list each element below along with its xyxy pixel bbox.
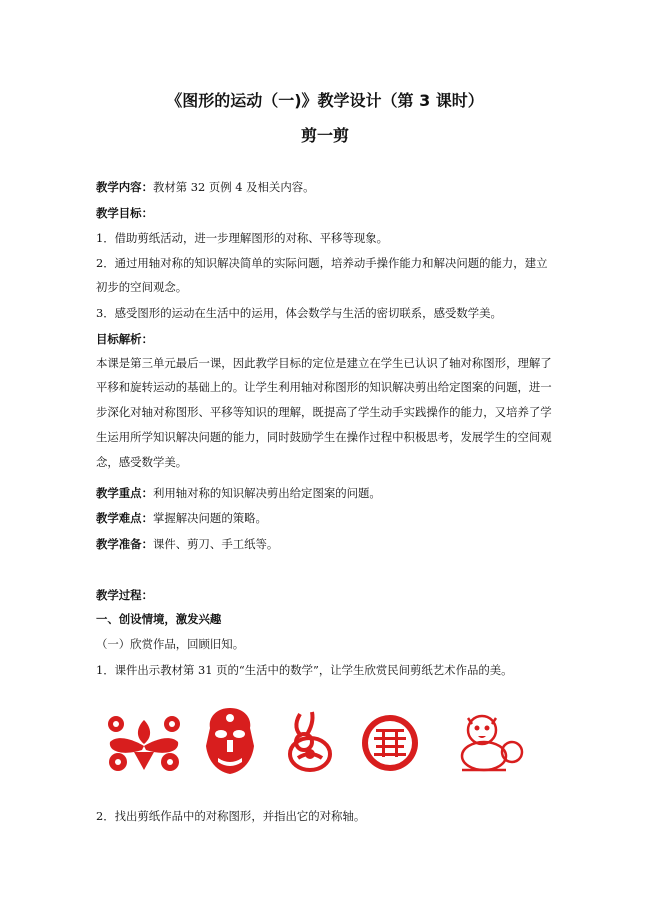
document-title: 《图形的运动（一)》教学设计（第 3 课时）: [166, 91, 484, 110]
rabbit-papercut: [284, 710, 336, 774]
content-line: [96, 179, 566, 195]
goals-label: 教学目标：: [96, 206, 153, 220]
analysis-line: 本课是第三单元最后一课，因此教学目标的定位是建立在学生已认识了轴对称图形，理解了: [96, 356, 552, 370]
process-label: 教学过程：: [96, 588, 153, 602]
analysis-line: 步深化对轴对称图形、平移等知识的理解，既提高了学生动手实践操作的能力，又培养了学: [96, 405, 552, 419]
preparation-line: [96, 536, 566, 552]
opera-mask-papercut: [202, 706, 258, 776]
key-point-line: [96, 485, 566, 501]
key-point-label: 教学重点：: [96, 486, 153, 500]
document-subtitle: 剪一剪: [300, 126, 349, 145]
content-label: 教学内容：: [96, 180, 153, 194]
subsection-heading: （一）欣赏作品，回顾旧知。: [96, 637, 245, 651]
difficulty-label: 教学难点：: [96, 511, 153, 525]
key-point-text: 利用轴对称的知识解决剪出给定图案的问题。: [152, 486, 381, 500]
analysis-line: 平移和旋转运动的基础上的。让学生利用轴对称图形的知识解决剪出给定图案的问题，进一: [96, 380, 552, 394]
tiger-child-papercut: [452, 710, 528, 776]
preparation-label: 教学准备：: [96, 537, 153, 551]
section-heading: 一、创设情境，激发兴趣: [96, 612, 222, 626]
double-happiness-papercut: [360, 712, 420, 774]
content-text: 教材第 32 页例 4 及相关内容。: [152, 180, 315, 194]
step-1: 1．课件出示教材第 31 页的“生活中的数学”，让学生欣赏民间剪纸艺术作品的美。: [96, 663, 513, 677]
difficulty-line: [96, 510, 566, 526]
analysis-line: 生运用所学知识解决问题的能力，同时鼓励学生在操作过程中积极思考，发展学生的空间观: [96, 430, 552, 444]
difficulty-text: 掌握解决问题的策略。: [152, 511, 267, 525]
step-2: 2．找出剪纸作品中的对称图形，并指出它的对称轴。: [96, 809, 366, 823]
goal-item-2-line-2: 初步的空间观念。: [96, 280, 188, 294]
goal-item-1: 1．借助剪纸活动，进一步理解图形的对称、平移等现象。: [96, 231, 389, 245]
butterfly-flowers-papercut: [104, 712, 184, 774]
goal-item-3: 3．感受图形的运动在生活中的运用，体会数学与生活的密切联系，感受数学美。: [96, 306, 502, 320]
goal-item-2-line-1: 2．通过用轴对称的知识解决简单的实际问题，培养动手操作能力和解决问题的能力，建立: [96, 256, 548, 270]
analysis-label: 目标解析：: [96, 332, 153, 346]
preparation-text: 课件、剪刀、手工纸等。: [152, 537, 279, 551]
analysis-line: 念，感受数学美。: [96, 455, 188, 469]
